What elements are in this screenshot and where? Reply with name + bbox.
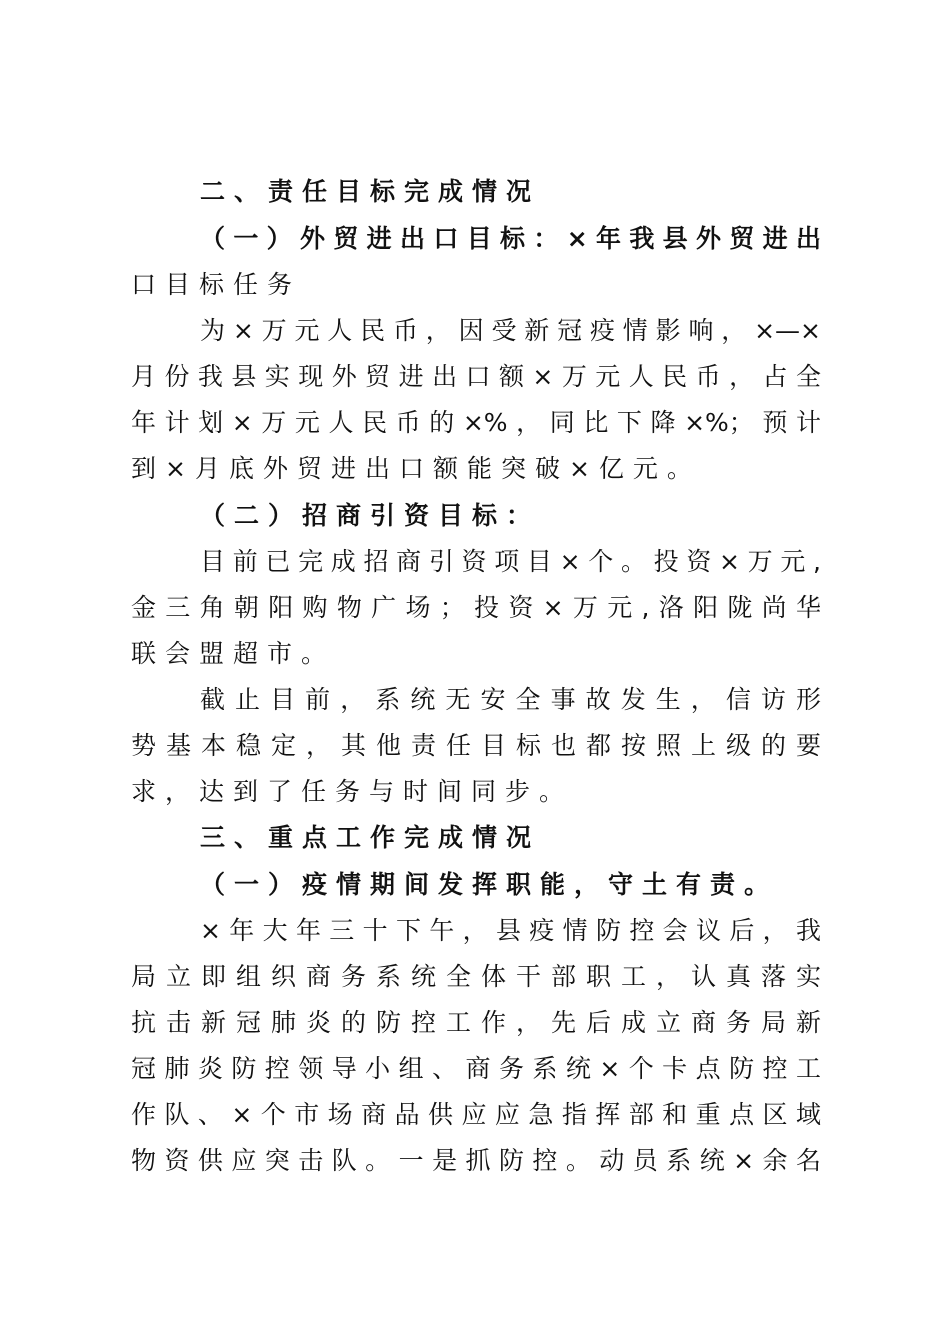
subheading-investment: （二）招商引资目标： (200, 501, 541, 530)
paragraph-line: 目前已完成招商引资项目×个。投资×万元, (200, 547, 821, 576)
paragraph-line: 抗击新冠肺炎的防控工作，先后成立商务局新 (131, 1008, 821, 1037)
section-heading-3: 三、重点工作完成情况 (200, 823, 541, 852)
paragraph-line: 作队、×个市场商品供应应急指挥部和重点区域 (131, 1100, 821, 1129)
paragraph-line: 年计划×万元人民币的×%，同比下降×%；预计 (131, 408, 821, 437)
paragraph-line: 到×月底外贸进出口额能突破×亿元。 (131, 454, 701, 483)
paragraph-line: 口目标任务 (131, 270, 302, 299)
paragraph-line: 金三角朝阳购物广场；投资×万元,洛阳陇尚华 (131, 593, 821, 622)
paragraph-line: 物资供应突击队。一是抓防控。动员系统×余名 (131, 1146, 821, 1175)
paragraph-line: 联会盟超市。 (131, 639, 336, 668)
section-heading-2: 二、责任目标完成情况 (200, 177, 541, 206)
paragraph-line: 势基本稳定，其他责任目标也都按照上级的要 (131, 731, 821, 760)
paragraph-line: 求，达到了任务与时间同步。 (131, 777, 574, 806)
paragraph-line: 月份我县实现外贸进出口额×万元人民币，占全 (131, 362, 821, 391)
subheading-foreign-trade: （一）外贸进出口目标：×年我县外贸进出 (200, 224, 821, 253)
paragraph-line: 冠肺炎防控领导小组、商务系统×个卡点防控工 (131, 1054, 821, 1083)
subheading-epidemic: （一）疫情期间发挥职能，守土有责。 (200, 870, 779, 899)
paragraph-line: ×年大年三十下午，县疫情防控会议后，我 (200, 916, 821, 945)
paragraph-line: 截止目前，系统无安全事故发生，信访形 (200, 685, 821, 714)
paragraph-line: 局立即组织商务系统全体干部职工，认真落实 (131, 962, 821, 991)
paragraph-line: 为×万元人民币，因受新冠疫情影响，×—× (200, 316, 821, 345)
